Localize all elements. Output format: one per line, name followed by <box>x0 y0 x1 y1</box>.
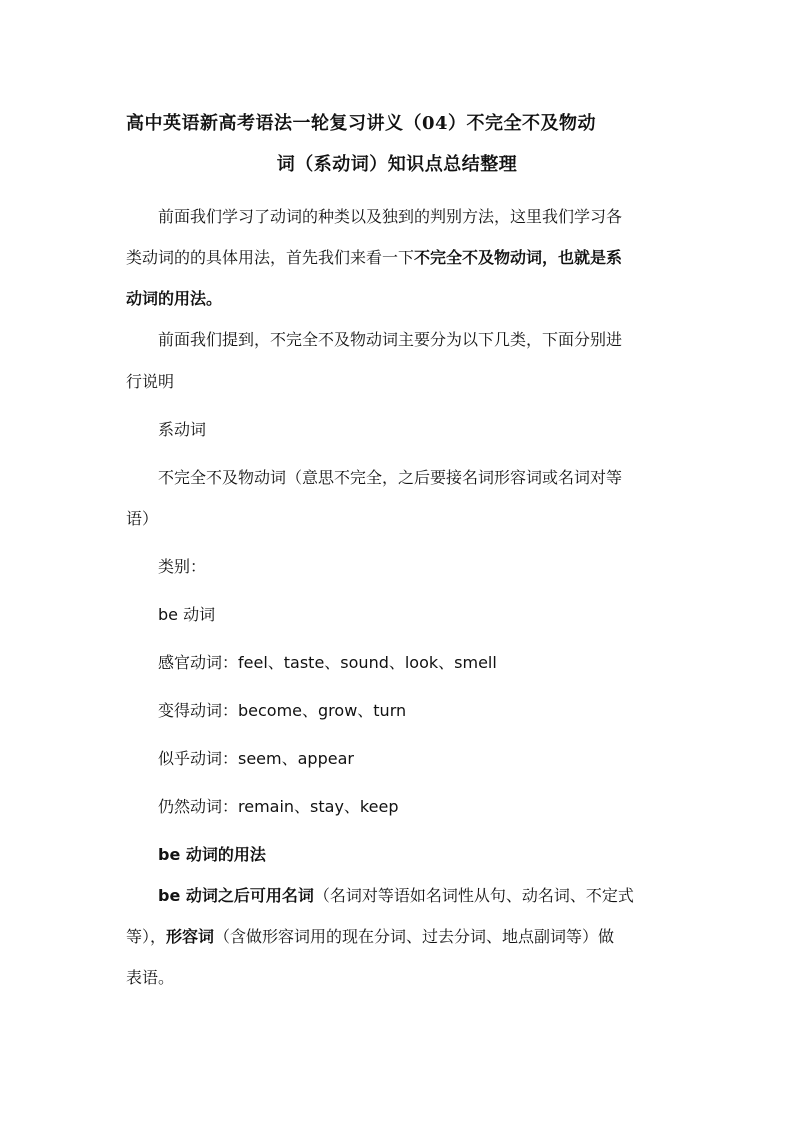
definition-line-2: 语） <box>126 509 159 528</box>
usage-line-2-emphasis: 形容词 <box>166 927 215 946</box>
mention-line-1: 前面我们提到，不完全不及物动词主要分为以下几类，下面分别进 <box>158 330 623 349</box>
usage-line-1-emphasis: be 动词之后可用名词 <box>158 886 314 905</box>
intro-line-3-emphasis: 动词的用法。 <box>126 289 223 308</box>
usage-heading <box>158 845 266 865</box>
linking-verb-label: 系动词 <box>158 420 207 439</box>
category-change-verbs: 变得动词：become、grow、turn <box>158 701 407 720</box>
category-seem-verbs: 似乎动词：seem、appear <box>158 749 354 768</box>
intro-line-2 <box>126 248 622 268</box>
usage-line-2-text-b: （含做形容词用的现在分词、过去分词、地点副词等）做 <box>214 927 615 946</box>
document-title-line-2: 词（系动词）知识点总结整理 <box>276 154 518 175</box>
usage-line-2-text-a: 等）， <box>126 927 167 946</box>
categories-label: 类别： <box>158 557 207 576</box>
intro-line-2-emphasis: 不完全不及物动词，也就是系 <box>414 248 623 267</box>
usage-line-2 <box>126 927 614 947</box>
document-title-line-1: 高中英语新高考语法一轮复习讲义（04）不完全不及物动 <box>126 113 597 134</box>
category-be-verb: be 动词 <box>158 605 216 624</box>
usage-line-1-text: （名词对等语如名词性从句、动名词、不定式 <box>313 886 634 905</box>
intro-line-2-text: 类动词的的具体用法，首先我们来看一下 <box>126 248 415 267</box>
category-sense-verbs: 感官动词：feel、taste、sound、look、smell <box>158 653 497 672</box>
mention-line-2: 行说明 <box>126 372 175 391</box>
category-remain-verbs: 仍然动词：remain、stay、keep <box>158 797 399 816</box>
usage-heading-text: be 动词的用法 <box>158 845 266 864</box>
intro-line-3 <box>126 289 222 309</box>
usage-line-1 <box>158 886 634 906</box>
intro-line-1: 前面我们学习了动词的种类以及独到的判别方法，这里我们学习各 <box>158 207 623 226</box>
definition-line-1: 不完全不及物动词（意思不完全，之后要接名词形容词或名词对等 <box>158 468 623 487</box>
usage-line-3: 表语。 <box>126 968 175 987</box>
